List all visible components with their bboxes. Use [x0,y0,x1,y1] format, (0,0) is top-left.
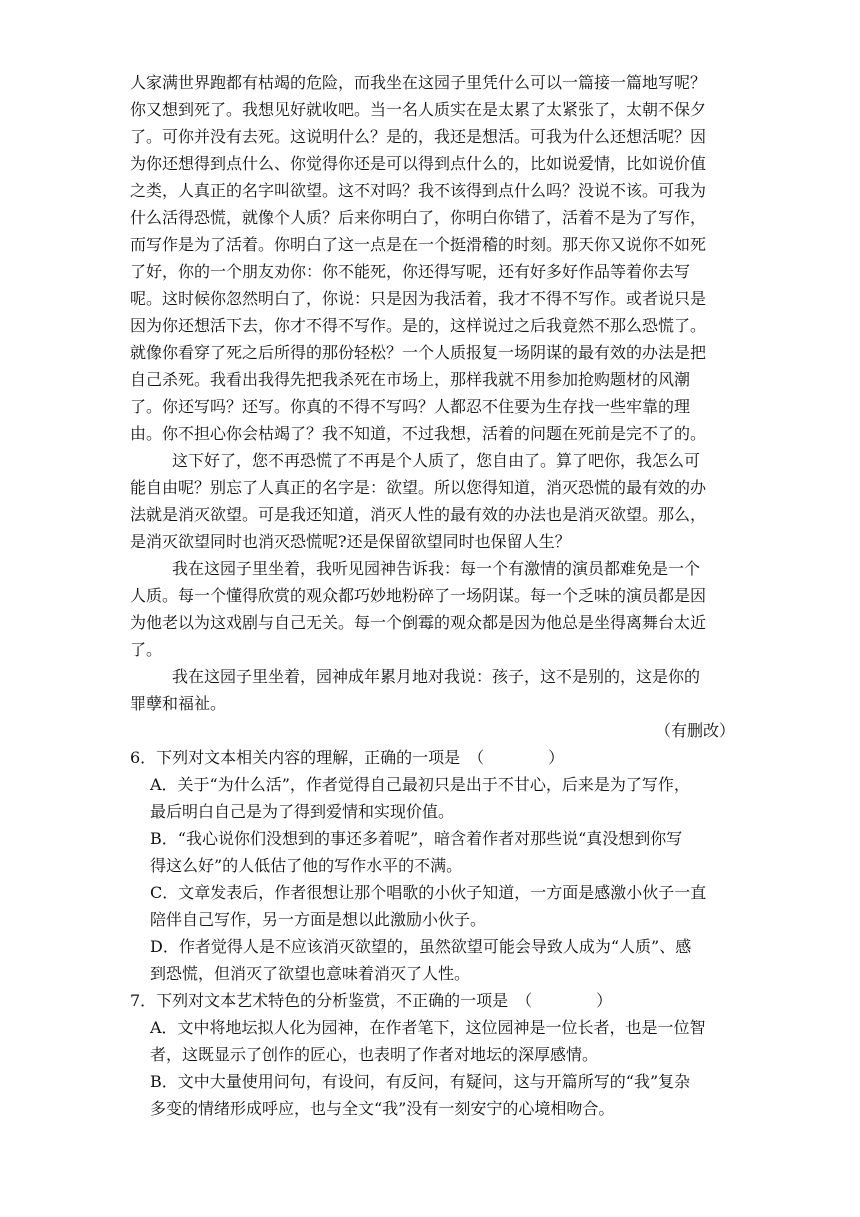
q7-option-b-cont: 多变的情绪形成呼应，也与全文“我”没有一刻安宁的心境相吻合。 [150,1099,615,1118]
passage-line: 法就是消灭欲望。可是我还知道，消灭人性的最有效的办法也是消灭欲望。那么， [130,505,707,524]
passage-line: 自己杀死。我看出我得先把我杀死在市场上，那样我就不用参加抢购题材的风潮 [130,370,691,389]
q6-option-d: D．作者觉得人是不应该消灭欲望的，虽然欲望可能会导致人成为“人质”、感 [150,937,692,956]
q6-option-b: B．“我心说你们没想到的事还多着呢”，暗含着作者对那些说“真没想到你写 [150,829,683,848]
passage-line: 为你还想得到点什么、你觉得你还是可以得到点什么的，比如说爱情，比如说价值 [130,154,707,173]
q6-option-c: C．文章发表后，作者很想让那个唱歌的小伙子知道，一方面是感激小伙子一直 [150,883,707,902]
q7-option-a-cont: 者，这既显示了创作的匠心，也表明了作者对地坛的深厚感情。 [150,1045,599,1064]
passage-line: 了好，你的一个朋友劝你：你不能死，你还得写呢，还有好多好作品等着你去写 [130,262,691,281]
question-7-stem: 7．下列对文本艺术特色的分析鉴赏，不正确的一项是 （ ） [130,991,613,1010]
source-note: （有删改） [655,721,736,740]
passage-line: 就像你看穿了死之后所得的那份轻松？一个人质报复一场阴谋的最有效的办法是把 [130,343,707,362]
q6-option-d-cont: 到恐慌，但消灭了欲望也意味着消灭了人性。 [150,964,471,983]
q6-option-a-cont: 最后明白自己是为了得到爱情和实现价值。 [150,802,455,821]
passage-line: 因为你还想活下去，你才不得不写作。是的，这样说过之后我竟然不那么恐慌了。 [130,316,707,335]
passage-line: 你又想到死了。我想见好就收吧。当一名人质实在是太累了太紧张了，太朝不保夕 [130,100,707,119]
passage-line: 了。可你并没有去死。这说明什么？是的，我还是想活。可我为什么还想活呢？因 [130,127,707,146]
passage-line: 是消灭欲望同时也消灭恐慌呢?还是保留欲望同时也保留人生？ [130,532,571,551]
q6-option-b-cont: 得这么好”的人低估了他的写作水平的不满。 [150,856,463,875]
passage-line: 为他老以为这戏剧与自己无关。每一个倒霉的观众都是因为他总是坐得离舞台太近 [130,613,707,632]
passage-line: 罪孽和福祉。 [130,694,227,713]
passage-line: 我在这园子里坐着，我听见园神告诉我：每一个有激情的演员都难免是一个 [172,559,701,578]
passage-line: 之类，人真正的名字叫欲望。这不对吗？我不该得到点什么吗？没说不该。可我为 [130,181,707,200]
passage-line: 能自由呢？别忘了人真正的名字是：欲望。所以您得知道，消灭恐慌的最有效的办 [130,478,707,497]
passage-line: 呢。这时候你忽然明白了，你说：只是因为我活着，我才不得不写作。或者说只是 [130,289,707,308]
passage-line: 人质。每一个懂得欣赏的观众都巧妙地粉碎了一场阴谋。每一个乏味的演员都是因 [130,586,707,605]
q6-option-a: A．关于“为什么活”，作者觉得自己最初只是出于不甘心，后来是为了写作， [150,775,690,794]
passage-line: 人家满世界跑都有枯竭的危险，而我坐在这园子里凭什么可以一篇接一篇地写呢？ [130,73,707,92]
passage-line: 我在这园子里坐着，园神成年累月地对我说：孩子，这不是别的，这是你的 [172,667,701,686]
passage-line: 什么活得恐慌，就像个人质？后来你明白了，你明白你错了，活着不是为了写作， [130,208,707,227]
passage-line: 而写作是为了活着。你明白了这一点是在一个挺滑稽的时刻。那天你又说你不如死 [130,235,707,254]
q7-option-b: B．文中大量使用问句，有设问，有反问，有疑问，这与开篇所写的“我”复杂 [150,1072,691,1091]
q6-option-c-cont: 陪伴自己写作，另一方面是想以此激励小伙子。 [150,910,487,929]
passage-line: 这下好了，您不再恐慌了不再是个人质了，您自由了。算了吧你，我怎么可 [172,451,701,470]
passage-line: 了。 [130,640,163,659]
passage-line: 了。你还写吗？还写。你真的不得不写吗？人都忍不住要为生存找一些牢靠的理 [130,397,691,416]
q7-option-a: A．文中将地坛拟人化为园神，在作者笔下，这位园神是一位长者，也是一位智 [150,1018,706,1037]
question-6-stem: 6．下列对文本相关内容的理解，正确的一项是 （ ） [130,748,565,767]
passage-line: 由。你不担心你会枯竭了？我不知道，不过我想，活着的问题在死前是完不了的。 [130,424,707,443]
